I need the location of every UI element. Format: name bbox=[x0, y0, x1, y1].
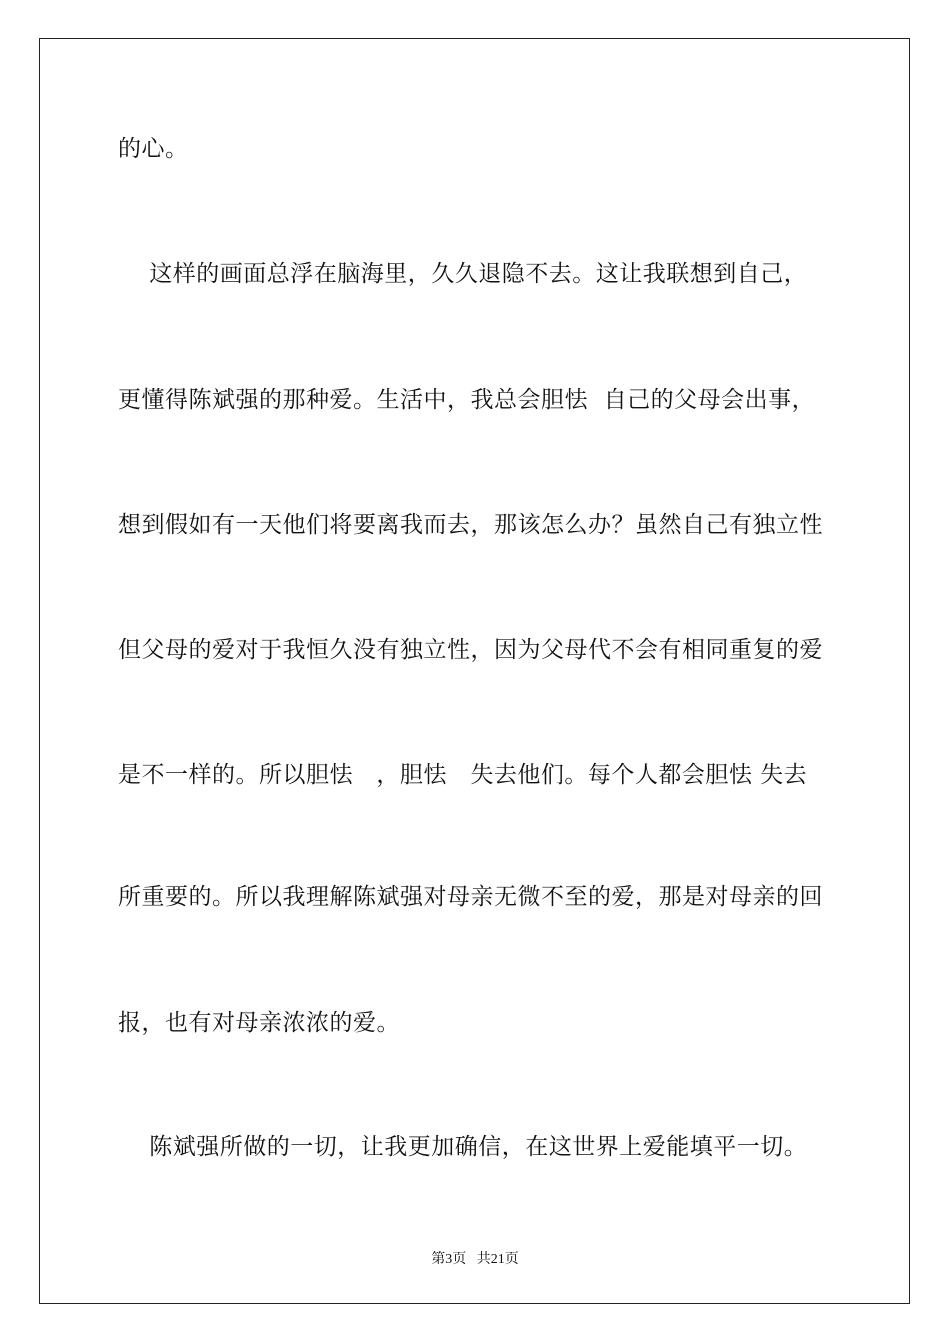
text-line-2: 这样的画面总浮在脑海里，久久退隐不去。这让我联想到自己， bbox=[118, 261, 808, 287]
text-line-4: 想到假如有一天他们将要离我而去，那该怎么办？虽然自己有独立性 bbox=[118, 512, 823, 538]
text-line-9: 陈斌强所做的一切，让我更加确信，在这世界上爱能填平一切。 bbox=[118, 1134, 808, 1160]
text-line-8: 报，也有对母亲浓浓的爱。 bbox=[118, 1010, 400, 1036]
page-border bbox=[39, 38, 910, 1304]
text-line-7: 所重要的。所以我理解陈斌强对母亲无微不至的爱，那是对母亲的回 bbox=[118, 884, 823, 910]
text-line-3: 更懂得陈斌强的那种爱。生活中，我总会胆怯 自己的父母会出事， bbox=[118, 387, 816, 413]
text-line-1: 的心。 bbox=[118, 136, 189, 162]
text-line-5: 但父母的爱对于我恒久没有独立性，因为父母代不会有相同重复的爱 bbox=[118, 637, 823, 663]
page-number-footer: 第3页 共21页 bbox=[431, 1252, 519, 1267]
text-line-6: 是不一样的。所以胆怯 ，胆怯 失去他们。每个人都会胆怯 失去 bbox=[118, 762, 808, 788]
